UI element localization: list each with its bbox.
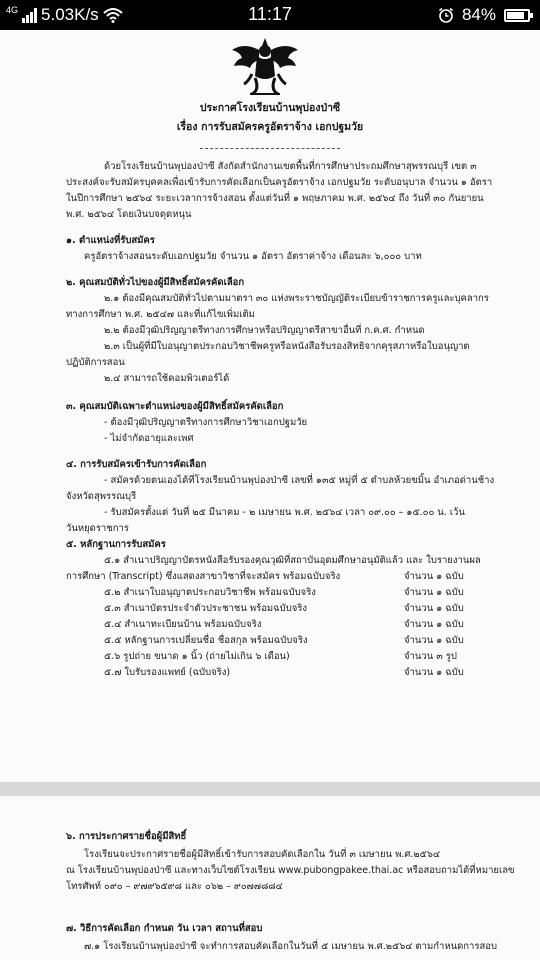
garuda-emblem-icon bbox=[230, 36, 300, 98]
intro-line: ในปีการศึกษา ๒๕๖๔ ระยะเวลาการจ้างสอน ตั้งแต่วันที่ ๑ พฤษภาคม พ.ศ. ๒๕๖๔ ถึง วันที่ ๓๐ กันยายน bbox=[66, 193, 484, 204]
quantity: จำนวน ๑ ฉบับ bbox=[404, 667, 464, 678]
section-6-line: โรงเรียนจะประกาศรายชื่อผู้มีสิทธิ์เข้ารับการสอบคัดเลือกใน วันที่ ๓ เมษายน พ.ศ.๒๕๖๔ bbox=[84, 849, 441, 860]
section-2-line: ทางการศึกษา พ.ศ. ๒๕๔๗ และที่แก้ไขเพิ่มเติม bbox=[66, 309, 255, 320]
section-2-line: ๒.๒ ต้องมีวุฒิปริญญาตรีทางการศึกษาหรือปริญญาตรีสาขาอื่นที่ ก.ค.ศ. กำหนด bbox=[104, 325, 425, 336]
section-5-line: ๕.๓ สำเนาบัตรประจำตัวประชาชน พร้อมฉบับจริง bbox=[104, 603, 308, 614]
section-1-heading: ๑. ตำแหน่งที่รับสมัคร bbox=[66, 235, 155, 246]
section-6-line: โทรศัพท์ ๐๙๐ – ๙๗๙๖๕๙๘ และ ๐๖๒ – ๙๐๗๗๘๘๔ bbox=[66, 881, 283, 892]
section-5-line: การศึกษา (Transcript) ซึ่งแสดงสาขาวิชาที่จะสมัคร พร้อมฉบับจริง bbox=[66, 571, 341, 582]
section-3-heading: ๓. คุณสมบัติเฉพาะตำแหน่งของผู้มีสิทธิ์สมัครคัดเลือก bbox=[66, 401, 284, 412]
section-5-line: ๕.๕ หลักฐานการเปลี่ยนชื่อ ชื่อสกุล พร้อมฉบับจริง bbox=[104, 635, 308, 646]
section-5-line: ๕.๔ สำเนาทะเบียนบ้าน พร้อมฉบับจริง bbox=[104, 619, 262, 630]
section-2-line: ๒.๔ สามารถใช้คอมพิวเตอร์ได้ bbox=[104, 373, 230, 384]
section-6-line: ณ โรงเรียนบ้านพุบ่องป่าซี และทางเว็บไซต์โรงเรียน www.pubongpakee.thai.ac หรือสอบถามได้ที่หมายเลข bbox=[66, 865, 515, 876]
quantity: จำนวน ๓ รูป bbox=[404, 651, 457, 662]
section-6-heading: ๖. การประกาศรายชื่อผู้มีสิทธิ์ bbox=[66, 831, 187, 842]
quantity: จำนวน ๑ ฉบับ bbox=[404, 635, 464, 646]
alarm-clock-icon bbox=[438, 7, 454, 23]
section-7-line: ๗.๑ โรงเรียนบ้านพุบ่องป่าซี จะทำการสอบคัดเลือกในวันที่ ๕ เมษายน พ.ศ.๒๕๖๔ ตามกำหนดการสอบ bbox=[84, 941, 497, 952]
intro-line: พ.ศ. ๒๕๖๔ โดยเงินบจดุดหนุน bbox=[66, 209, 192, 220]
section-5-line: ๕.๖ รูปถ่าย ขนาด ๑ นิ้ว (ถ่ายไม่เกิน ๖ เดือน) bbox=[104, 651, 290, 662]
section-5-heading: ๕. หลักฐานการรับสมัคร bbox=[66, 539, 166, 550]
page-gap bbox=[0, 782, 540, 796]
section-4-line: - สมัครด้วยตนเองได้ที่โรงเรียนบ้านพุบ่องป่าซี เลขที่ ๑๓๕ หมู่ที่ ๕ ตำบลห้วยขมิ้น อำเภอด่านช้าง bbox=[104, 475, 495, 486]
section-2-line: ปฏิบัติการสอน bbox=[66, 357, 125, 368]
battery-icon bbox=[504, 9, 530, 22]
network-speed: 5.03K/s bbox=[41, 5, 99, 24]
section-1-line: ครูอัตราจ้างสอนระดับเอกปฐมวัย จำนวน ๑ อัตรา อัตราค่าจ้าง เดือนละ ๖,๐๐๐ บาท bbox=[84, 251, 422, 262]
section-5-line: ๕.๑ สำเนาปริญญาบัตรหนังสือรับรองคุณวุฒิที่สถาบันอุดมศึกษาอนุมัติแล้ว และ ใบรายงานผล bbox=[104, 555, 481, 566]
section-3-line: - ต้องมีวุฒิปริญญาตรีทางการศึกษาวิชาเอกปฐมวัย bbox=[104, 417, 308, 428]
document-title: ประกาศโรงเรียนบ้านพุบ่องป่าซี bbox=[199, 102, 341, 114]
quantity: จำนวน ๑ ฉบับ bbox=[404, 571, 464, 582]
divider bbox=[200, 148, 340, 149]
document-page-1 bbox=[0, 30, 540, 782]
section-3-line: - ไม่จำกัดอายุและเพศ bbox=[104, 433, 194, 444]
section-4-line: วันหยุดราชการ bbox=[66, 523, 129, 534]
status-right bbox=[438, 4, 530, 26]
section-4-line: จังหวัดสุพรรณบุรี bbox=[66, 491, 137, 502]
section-2-line: ๒.๑ ต้องมีคุณสมบัติทั่วไปตามมาตรา ๓๐ แห่งพระราชบัญญัติระเบียบข้าราชการครูและบุคลากร bbox=[104, 293, 489, 304]
section-7-heading: ๗. วิธีการคัดเลือก กำหนด วัน เวลา สถานที่สอบ bbox=[66, 923, 263, 934]
document-subject: เรื่อง การรับสมัครครูอัตราจ้าง เอกปฐมวัย bbox=[176, 121, 364, 133]
battery-percent: 84% bbox=[461, 5, 496, 24]
section-5-line: ๕.๒ สำเนาใบอนุญาตประกอบวิชาชีพ พร้อมฉบับจริง bbox=[104, 587, 316, 598]
quantity: จำนวน ๑ ฉบับ bbox=[404, 603, 464, 614]
section-2-line: ๒.๓ เป็นผู้ที่มีใบอนุญาตประกอบวิชาชีพครูหรือหนังสือรับรองสิทธิจากคุรุสภาหรือใบอนุญาต bbox=[104, 341, 470, 352]
section-4-heading: ๔. การรับสมัครเข้ารับการคัดเลือก bbox=[66, 459, 207, 470]
document-page-2 bbox=[0, 796, 540, 960]
status-bar bbox=[0, 0, 540, 30]
quantity: จำนวน ๑ ฉบับ bbox=[404, 619, 464, 630]
quantity: จำนวน ๑ ฉบับ bbox=[404, 587, 464, 598]
intro-line: ประสงค์จะรับสมัครบุคคลเพื่อเข้ารับการคัดเลือกเป็นครูอัตราจ้าง เอกปฐมวัย ระดับอนุบาล จำนวน ๑ อัตรา bbox=[66, 177, 493, 188]
battery-fill bbox=[507, 12, 524, 19]
section-4-line: - รับสมัครตั้งแต่ วันที่ ๒๕ มีนาคม - ๒ เมษายน พ.ศ. ๒๕๖๔ เวลา ๐๙.๐๐ – ๑๕.๐๐ น. เว้น bbox=[104, 507, 465, 518]
network-type: 4G bbox=[6, 4, 19, 15]
section-5-line: ๕.๗ ใบรับรองแพทย์ (ฉบับจริง) bbox=[104, 667, 231, 678]
intro-line: ด้วยโรงเรียนบ้านพุบ่องป่าซี สังกัดสำนักงานเขตพื้นที่การศึกษาประถมศึกษาสุพรรณบุรี เขต ๓ bbox=[104, 161, 477, 172]
clock: 11:17 bbox=[248, 4, 292, 24]
section-2-heading: ๒. คุณสมบัติทั่วไปของผู้มีสิทธิ์สมัครคัดเลือก bbox=[66, 277, 245, 288]
